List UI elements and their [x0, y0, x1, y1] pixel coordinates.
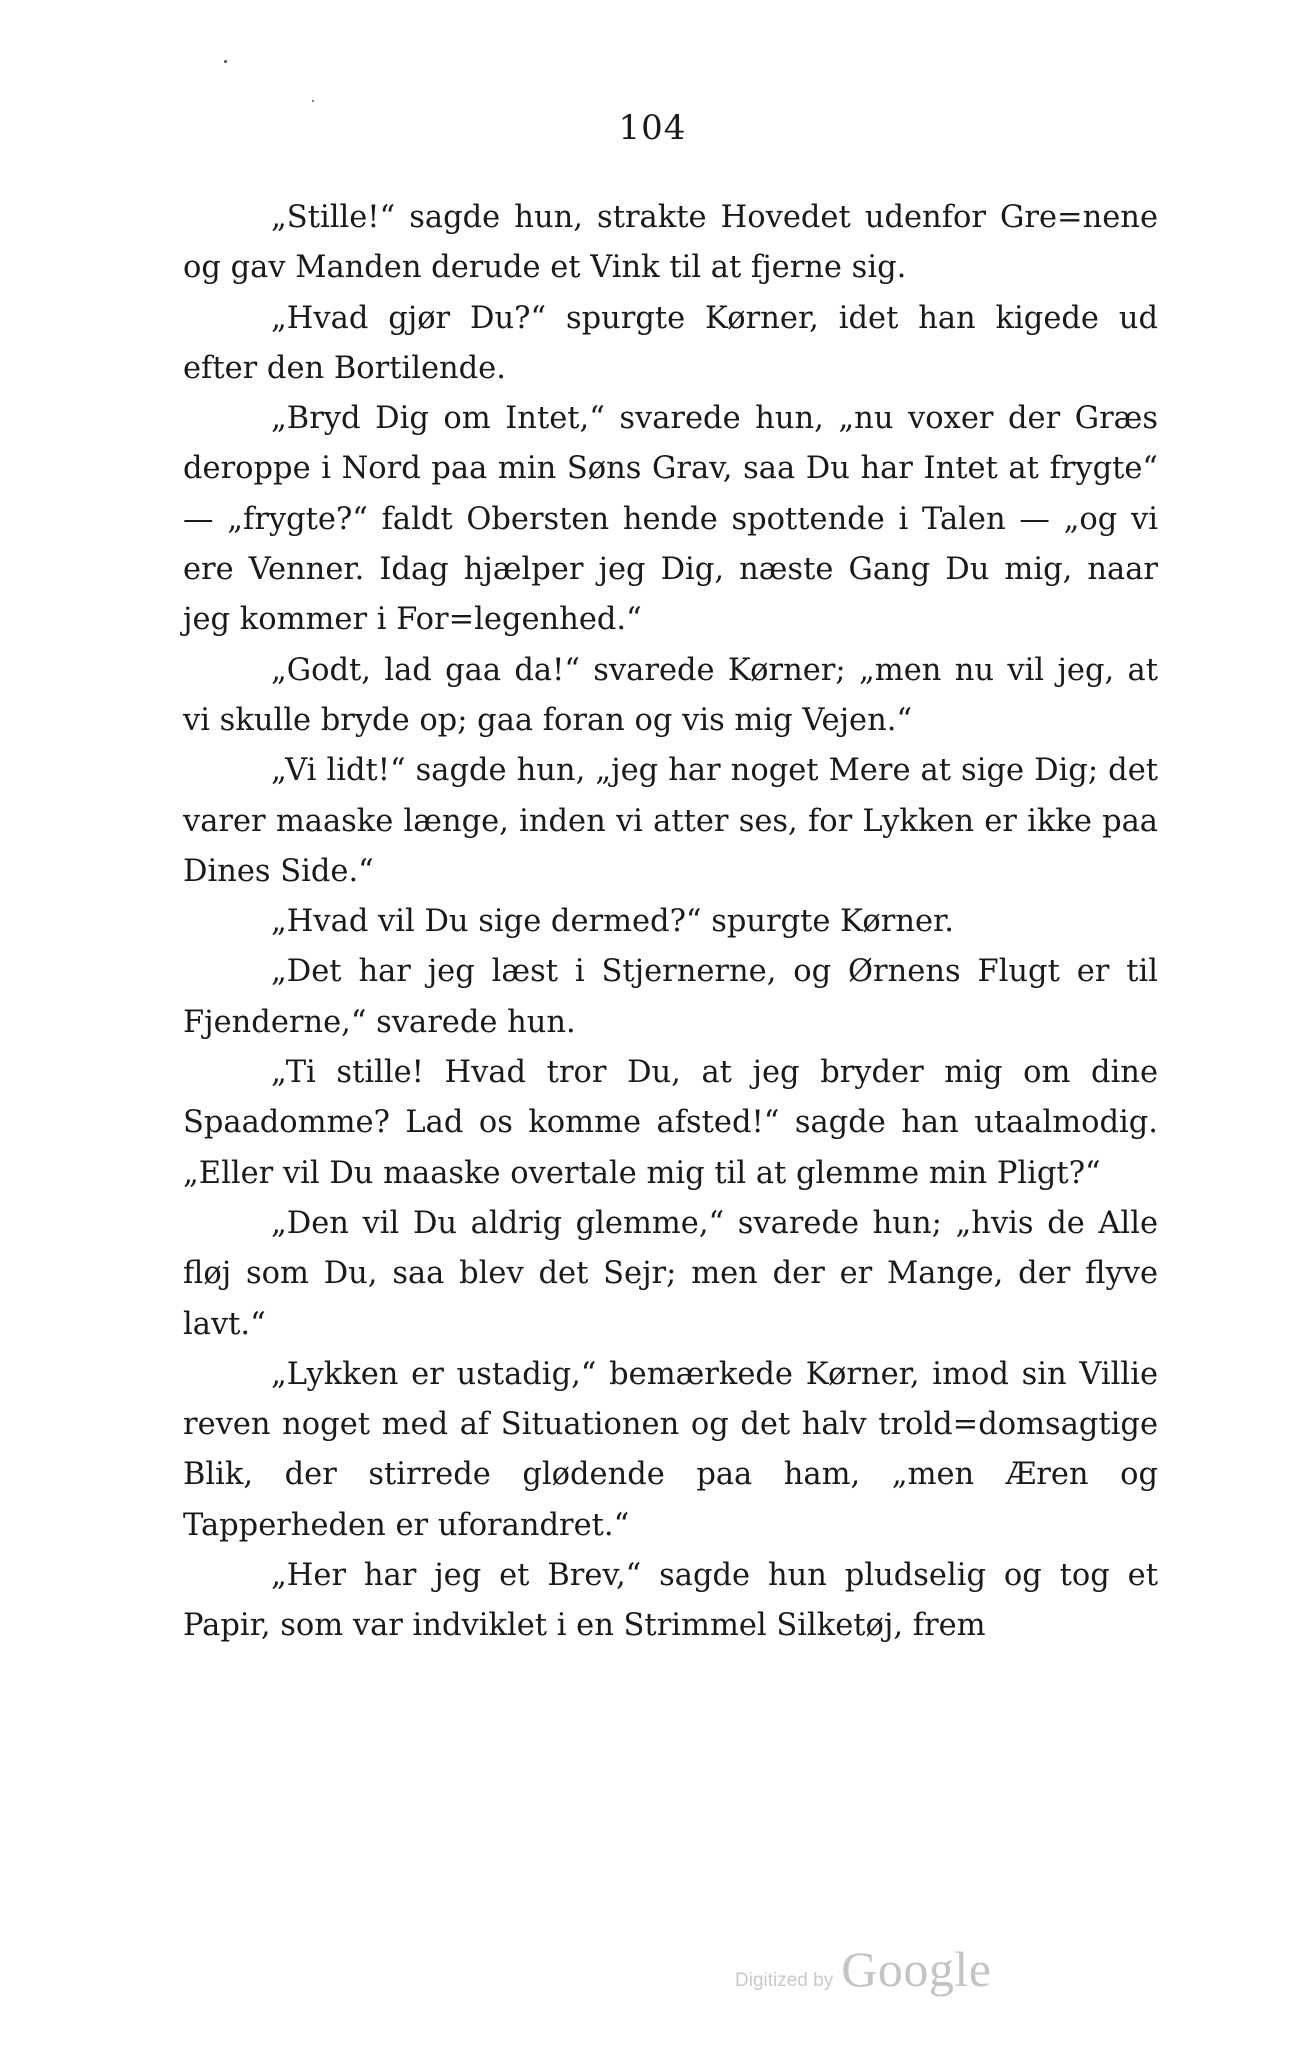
- paper-speck: [312, 100, 314, 102]
- paragraph: „Den vil Du aldrig glemme,“ svarede hun; „hvis de Alle fløj som Du, saa blev det Sejr; men der er Mange, der flyve lavt.“: [183, 1205, 1158, 1342]
- google-logo: Google: [841, 1941, 992, 1997]
- paragraph: „Vi lidt!“ sagde hun, „jeg har noget Mere at sige Dig; det varer maaske længe, inden vi atter ses, for Lykken er ikke paa Dines Side.“: [183, 753, 1158, 889]
- paragraph: „Godt, lad gaa da!“ svarede Kørner; „men nu vil jeg, at vi skulle bryde op; gaa foran og vis mig Vejen.“: [183, 652, 1158, 738]
- paragraph: „Hvad vil Du sige dermed?“ spurgte Kørner.: [271, 904, 954, 940]
- paragraph: „Hvad gjør Du?“ spurgte Kørner, idet han kigede ud efter den Bortilende.: [183, 300, 1158, 386]
- paragraph: „Ti stille! Hvad tror Du, at jeg bryder mig om dine Spaadomme? Lad os komme afsted!“ sagde han utaalmodig. „Eller vil Du maaske overtale mig til at glemme min Pligt?“: [183, 1055, 1158, 1191]
- paragraph: „Her har jeg et Brev,“ sagde hun pludselig og tog et Papir, som var indviklet i en Strimmel Silketøj, frem: [183, 1558, 1158, 1644]
- digitized-label: Digitized by: [735, 1970, 834, 1991]
- digitized-watermark: [735, 1940, 1035, 2000]
- paragraph: „Bryd Dig om Intet,“ svarede hun, „nu voxer der Græs deroppe i Nord paa min Søns Grav, saa Du har Intet at frygte“ — „frygte?“ faldt Obersten hende spottende i Talen — „og vi ere Venner. Idag hjælper jeg Dig, næste Gang Du mig, naar jeg kommer i For=legenhed.“: [183, 401, 1158, 638]
- page-number: 104: [618, 108, 687, 148]
- paragraph: „Lykken er ustadig,“ bemærkede Kørner, imod sin Villie reven noget med af Situationen og det halv trold=domsagtige Blik, der stirrede glødende paa ham, „men Æren og Tapperheden er uforandret.“: [183, 1356, 1158, 1543]
- body-text: [183, 193, 1158, 1652]
- paper-speck: [224, 60, 227, 63]
- paragraph: „Det har jeg læst i Stjernerne, og Ørnens Flugt er til Fjenderne,“ svarede hun.: [183, 954, 1158, 1040]
- paragraph: „Stille!“ sagde hun, strakte Hovedet udenfor Gre=nene og gav Manden derude et Vink til at fjerne sig.: [183, 200, 1158, 286]
